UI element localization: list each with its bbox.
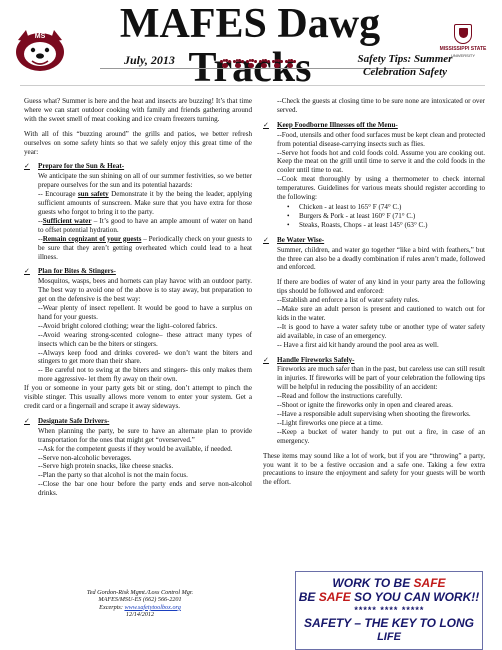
section-body-drivers xyxy=(24,427,252,498)
banner-line-1: WORK TO BE SAFE xyxy=(332,576,446,590)
section-heading-fireworks xyxy=(263,356,485,365)
food-tip-3: --Cook meat thoroughly by using a thermometer to check internal temperatures. Guidelines for various meats should register according to the following: xyxy=(277,175,485,202)
closing-paragraph: These items may sound like a lot of work, but if you are “throwing” a party, you want it to be a festive occasion and a safe one. Taking a few extra precautions to insure the enjoyment and safety for your guests will be worth the effort. xyxy=(263,451,485,487)
bites-sting-advice: If you or someone in your party gets bit or sting, don’t attempt to pinch the visible stinger. This usually allows more venom to enter your system. Get a credit card or a fingernail and scrape it away sideways. xyxy=(24,384,252,410)
water-tips-intro: If there are bodies of water of any kind in your party area the following tips should be followed and enforced: xyxy=(277,278,485,296)
section-heading-bites xyxy=(24,267,252,276)
paw-print-icon xyxy=(272,59,282,69)
left-column xyxy=(24,97,252,498)
sun-tip-sunscreen: -- Encourage sun safety Demonstrate it by the being the leader, applying sufficient amounts of sunscreen. Make sure that you have extra for those guests who forgot to bring it to the party. xyxy=(38,190,253,216)
temperature-list xyxy=(263,203,485,230)
section-heading-water xyxy=(263,236,485,245)
source-link[interactable]: www.safetytoolbox.org xyxy=(124,603,181,611)
section-body-bites xyxy=(24,277,252,384)
intro-paragraph-1: Guess what? Summer is here and the heat and insects are buzzing! It’s that time where we can start outdoor cooking with family and friends gathering around with the sweet smell of meat cooking and ice cream freezers turning. xyxy=(24,97,252,123)
banner-line-2: BE SAFE SO YOU CAN WORK!! xyxy=(298,590,480,604)
check-mark-icon: ✓ xyxy=(263,355,269,364)
water-intro: Summer, children, and water go together “like a bird with feathers,” but the three can also be a deadly combination if rules aren’t made, followed and enforced. xyxy=(277,245,485,272)
drivers-intro: When planning the party, be sure to have an alternate plan to provide transportation for the ones that might get “overserved.” xyxy=(38,426,252,444)
banner-line-4: SAFETY – THE KEY TO LONG xyxy=(303,616,475,630)
paw-print-icon xyxy=(246,59,256,69)
fireworks-tip-1: --Read and follow the instructions carefully. xyxy=(277,392,403,401)
water-tip-2: --Make sure an adult person is present and cautioned to watch out for kids in the water. xyxy=(277,305,485,322)
bites-tip-3: --Avoid wearing strong-scented cologne– these attract many types of insects which can be the biters or stingers. xyxy=(38,330,252,348)
check-mark-icon: ✓ xyxy=(24,162,30,171)
section-body-water xyxy=(263,278,485,349)
safety-slogan-banner xyxy=(295,571,483,650)
section-body-food xyxy=(263,131,485,202)
bites-tip-5: -- Be careful not to swing at the biters and stingers- this only makes them more aggressive- let them fly away on their own. xyxy=(38,366,252,384)
sun-tip-guests: --Remain cognizant of your guests – Periodically check on your guests to be sure that they aren’t getting overheated which could lead to a heat illness. xyxy=(38,234,252,261)
list-item: • Steaks, Roasts, Chops - at least 145° (63° C.) xyxy=(299,221,485,230)
contact-name: Ted Gordon-Risk Mgmt./Loss Control Mgr. xyxy=(86,589,194,596)
sun-tip-water: --Sufficient water – It’s good to have an ample amount of water on hand to offset potential hydration. xyxy=(38,216,253,234)
fireworks-tip-5: --Keep a bucket of water handy to put out a fire, in case of an emergency. xyxy=(277,427,485,445)
section-heading-drivers-text: Designate Safe Drivers- xyxy=(38,416,110,425)
paw-print-icon xyxy=(285,59,295,69)
list-item: • Burgers & Pork - at least 160° F (71° C.) xyxy=(299,212,485,221)
svg-text:MS: MS xyxy=(34,33,46,40)
contact-phone: MAFES/MSU-ES (662) 566-2201 xyxy=(98,596,182,604)
check-mark-icon: ✓ xyxy=(24,416,30,425)
food-tip-2: --Serve hot foods hot and cold foods cold. Assume you are cooking out. Keep the meat on the grill until time to serve it and the cold foods in the cooler until time to eat. xyxy=(277,148,485,175)
bulldog-mascot-icon xyxy=(12,24,68,74)
water-tip-1: --Establish and enforce a list of water safety rules. xyxy=(277,296,420,305)
drivers-tip-6: --Check the guests at closing time to be sure none are intoxicated or over served. xyxy=(277,97,485,114)
safety-tips-line1: Safety Tips: Summer xyxy=(357,53,453,65)
contact-date: 12/14/2012 xyxy=(125,611,155,619)
section-heading-sun-text: Prepare for the Sun & Heat- xyxy=(38,162,125,171)
bites-tip-1: --Wear plenty of insect repellent. It would be good to have a surplus on hand for your guests. xyxy=(38,304,252,321)
contact-excerpts: Excerpts: www.safetytoolbox.org xyxy=(99,603,181,611)
section-heading-food xyxy=(263,121,485,130)
section-heading-water-text: Be Water Wise- xyxy=(277,235,325,244)
fireworks-tip-2: --Shoot or ignite the fireworks only in open and cleared areas. xyxy=(277,401,453,410)
safety-tips-line2: Celebration Safety xyxy=(362,66,448,78)
header-divider xyxy=(20,85,485,86)
food-tip-1: --Food, utensils and other food surfaces must be kept clean and protected from potential disease-carrying insects such as flies. xyxy=(277,130,485,148)
section-body-fireworks xyxy=(263,365,485,445)
section-heading-drivers xyxy=(24,417,252,426)
section-body-sun xyxy=(24,172,252,261)
section-heading-bites-text: Plan for Bites & Stingers- xyxy=(38,267,116,276)
check-mark-icon: ✓ xyxy=(24,267,30,276)
check-mark-icon: ✓ xyxy=(263,120,269,129)
issue-date: July, 2013 xyxy=(124,53,175,67)
newsletter-title: MAFES Dawg xyxy=(119,1,381,47)
paw-print-icon xyxy=(259,59,269,69)
drivers-tip-4: --Plan the party so that alcohol is not the main focus. xyxy=(38,471,188,480)
water-tip-4: -- Have a first aid kit handy around the pool area as well. xyxy=(277,340,439,349)
check-mark-icon: ✓ xyxy=(263,235,269,244)
fireworks-intro: Fireworks are much safer than in the past, but careless use can still result in injuries. If fireworks will be part of your celebration the following tips will be helpful in reducing the possibility of an accident: xyxy=(277,365,485,392)
paw-print-icon xyxy=(233,59,243,69)
contact-block xyxy=(60,589,220,619)
drivers-tip-2: --Serve non-alcoholic beverages. xyxy=(38,453,132,462)
safety-tips-title xyxy=(335,53,475,79)
right-column xyxy=(263,97,485,493)
sun-intro: We anticipate the sun shining on all of our summer festivities, so we better prepare ourselves for the sun and its potential hazards: xyxy=(38,172,252,190)
fireworks-tip-3: --Have a responsible adult supervising when shooting the fireworks. xyxy=(277,410,471,418)
intro-paragraph-2: With all of this “buzzing around” the grills and patios, we better refresh ourselves on some safety hints so that we safely enjoy this great time of the year: xyxy=(24,129,252,156)
bites-tip-2: --Avoid bright colored clothing; wear the light–colored fabrics. xyxy=(38,321,218,330)
bites-tip-4: --Always keep food and drinks covered- we don’t want the biters and stingers to get more than their share. xyxy=(38,348,252,366)
bites-intro: Mosquitos, wasps, bees and hornets can play havoc with an outdoor party. The best way to avoid one of the above is to stay away, but preparation to get on the defensive is the best way: xyxy=(38,277,252,304)
logo-text-line2: UNIVERSITY xyxy=(450,53,475,58)
drivers-tip-5: --Close the bar one hour before the party ends and serve non-alcohol drinks. xyxy=(38,480,252,498)
logo-text-line1: MISSISSIPPI STATE xyxy=(439,46,487,52)
list-item: • Chicken - at least to 165° F (74° C.) xyxy=(299,203,485,212)
banner-line-5: LIFE xyxy=(377,631,401,643)
banner-line-3: ***** **** ***** xyxy=(353,605,425,615)
drivers-tip-3: --Serve high protein snacks, like cheese snacks. xyxy=(38,462,174,471)
water-tip-3: --It is good to have a water safety tube or another type of water safety aid available, in case of an emergency. xyxy=(277,322,485,340)
section-heading-fireworks-text: Handle Fireworks Safely- xyxy=(277,355,355,364)
section-heading-sun xyxy=(24,162,252,171)
paw-print-row xyxy=(220,59,295,69)
drivers-tip-1: --Ask for the competent guests if they would be available, if needed. xyxy=(38,444,233,453)
fireworks-tip-4: --Light fireworks one piece at a time. xyxy=(277,418,383,427)
paw-print-icon xyxy=(220,59,230,69)
section-heading-food-text: Keep Foodborne Illnesses off the Menu- xyxy=(277,120,398,129)
